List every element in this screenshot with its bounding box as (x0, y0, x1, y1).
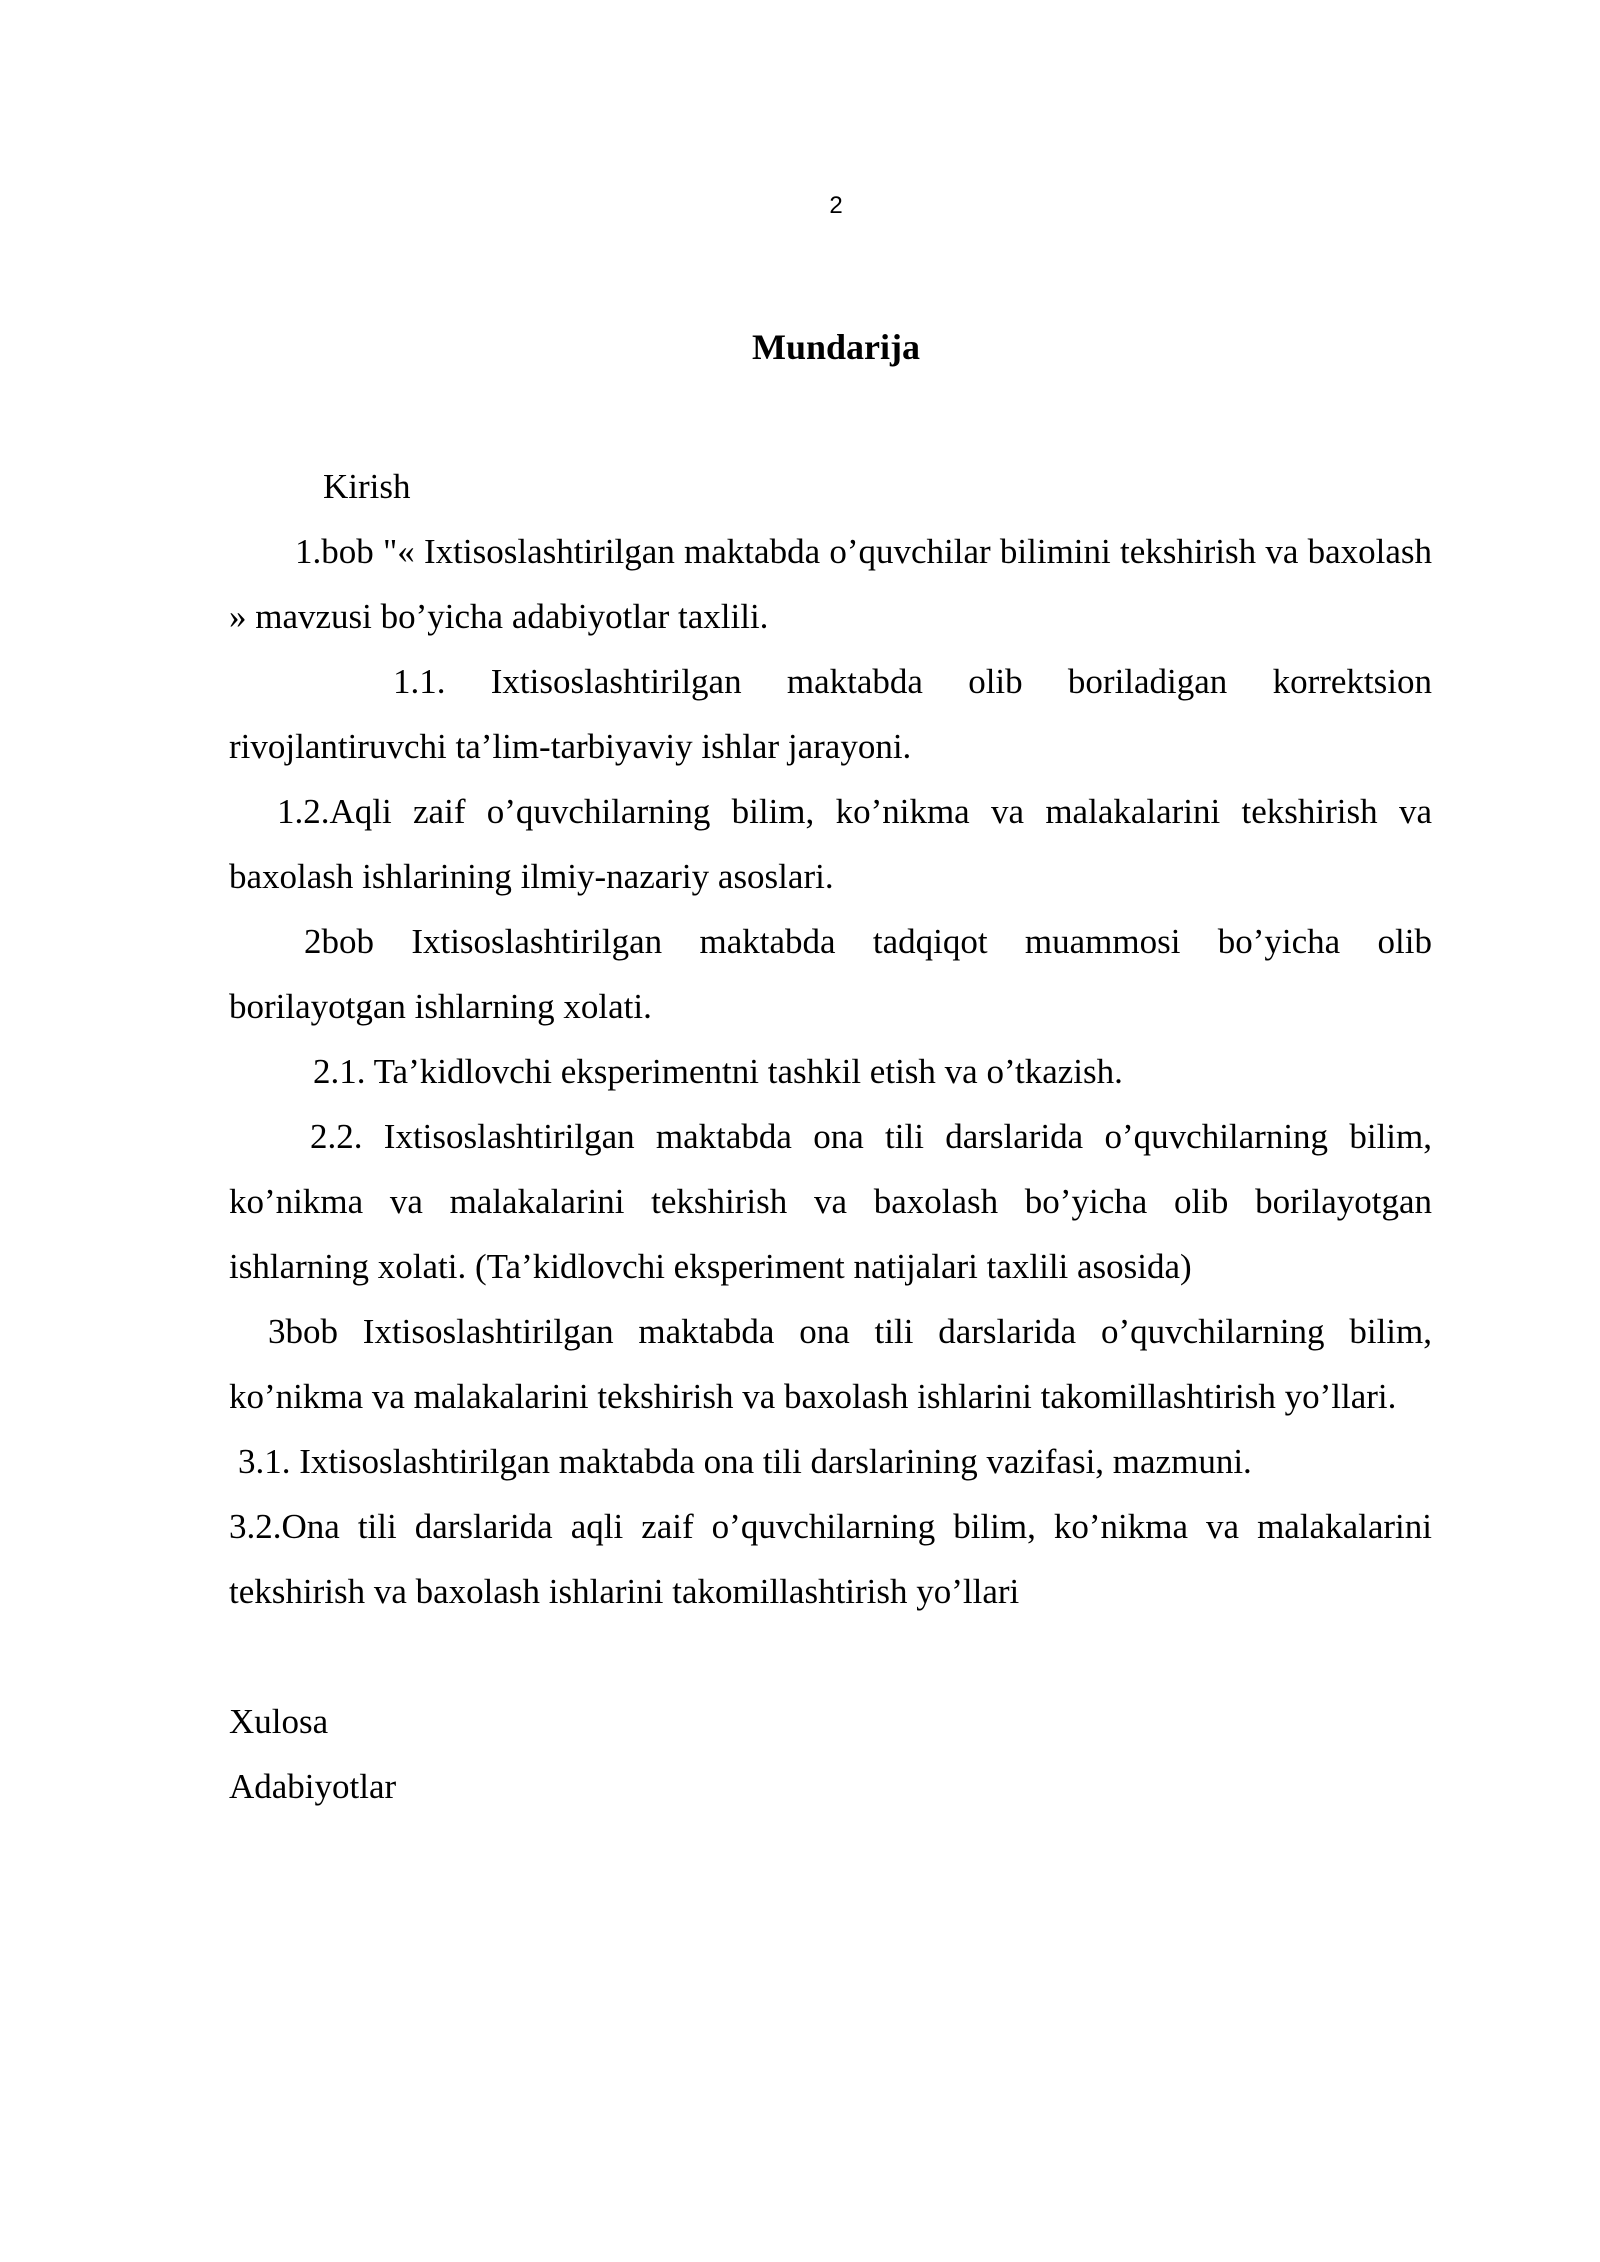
toc-entry-intro: Kirish (323, 467, 411, 506)
page-title: Mundarija (751, 327, 920, 367)
toc-entry-chapter-2: 2bob Ixtisoslashtirilgan maktabda tadqiqot muammosi bo’yicha olib borilayotgan ishlarning xolati. (229, 922, 1432, 1026)
toc-entry-references: Adabiyotlar (229, 1767, 397, 1806)
toc-entry-section-3-2: 3.2.Ona tili darslarida aqli zaif o’quvchilarning bilim, ko’nikma va malakalarini tekshirish va baxolash ishlarini takomillashtirish yo’llari (229, 1507, 1432, 1611)
toc-entry-section-1-1: 1.1. Ixtisoslashtirilgan maktabda olib boriladigan korrektsion rivojlantiruvchi ta’lim-tarbiyaviy ishlar jarayoni. (229, 662, 1432, 766)
toc-entry-chapter-1: 1.bob "« Ixtisoslashtirilgan maktabda o’quvchilar bilimini tekshirish va baxolash » mavzusi bo’yicha adabiyotlar taxlili. (229, 532, 1432, 636)
toc-entry-section-3-1: 3.1. Ixtisoslashtirilgan maktabda ona tili darslarining vazifasi, mazmuni. (238, 1442, 1252, 1481)
toc-entry-section-2-2: 2.2. Ixtisoslashtirilgan maktabda ona tili darslarida o’quvchilarning bilim, ko’nikma va malakalarini tekshirish va baxolash bo’yicha olib borilayotgan ishlarning xolati. (Ta’kidlovchi eksperiment natijalari taxlili asosida) (229, 1117, 1432, 1286)
spacer (229, 1624, 1432, 1689)
toc-entry-conclusion: Xulosa (229, 1702, 329, 1741)
toc-entry-section-1-2: 1.2.Aqli zaif o’quvchilarning bilim, ko’nikma va malakalarini tekshirish va baxolash ishlarining ilmiy-nazariy asoslari. (229, 792, 1432, 896)
toc-entry-section-2-1: 2.1. Ta’kidlovchi eksperimentni tashkil etish va o’tkazish. (313, 1052, 1123, 1091)
table-of-contents (229, 454, 1432, 1819)
toc-entry-chapter-3: 3bob Ixtisoslashtirilgan maktabda ona tili darslarida o’quvchilarning bilim, ko’nikma va malakalarini tekshirish va baxolash ishlarini takomillashtirish yo’llari. (229, 1312, 1432, 1416)
page-number: 2 (829, 192, 843, 219)
